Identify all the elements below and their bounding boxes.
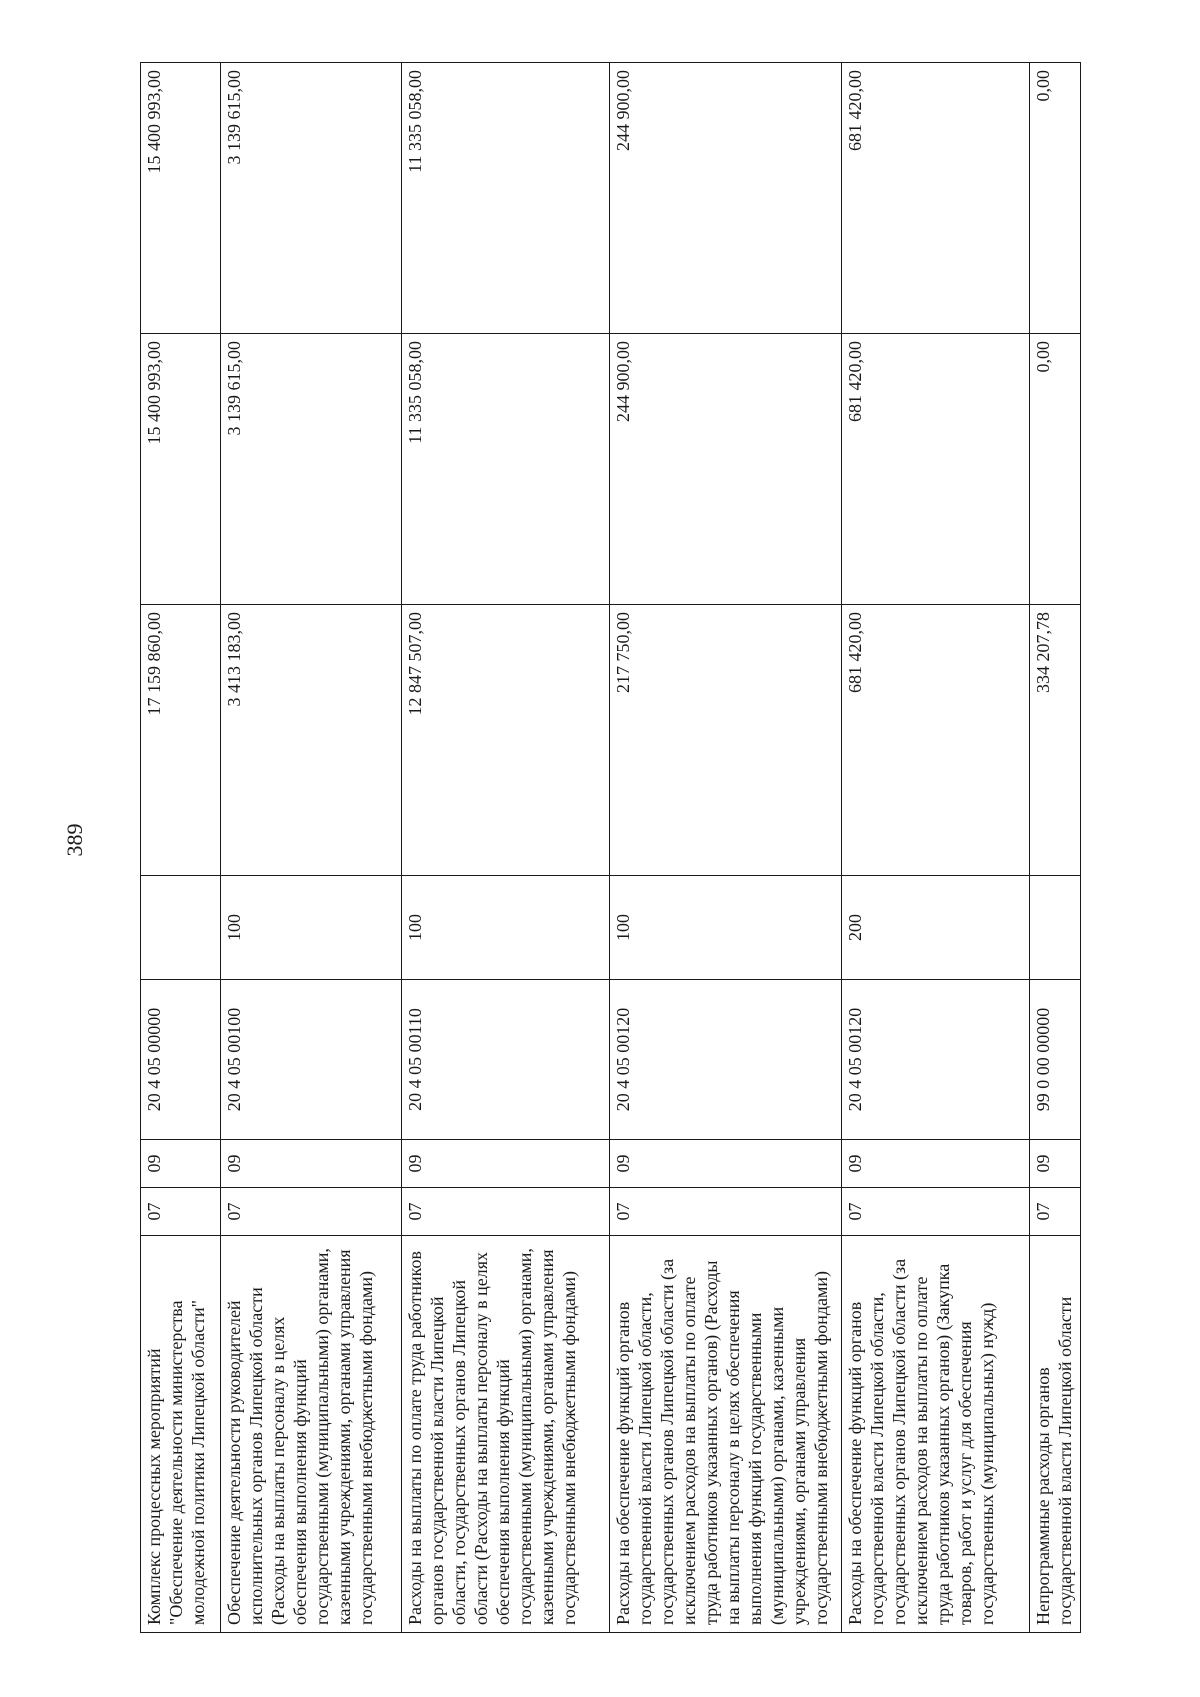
amount-1: 334 207,78	[1030, 605, 1081, 876]
table-row	[141, 63, 221, 1633]
section-code: 07	[402, 1188, 610, 1236]
amount-3: 0,00	[1030, 63, 1081, 334]
amount-2: 15 400 993,00	[141, 334, 221, 605]
amount-2: 0,00	[1030, 334, 1081, 605]
amount-3: 11 335 058,00	[402, 63, 610, 334]
section-code: 07	[842, 1188, 1030, 1236]
expense-type-code: 100	[610, 876, 842, 980]
amount-1: 12 847 507,00	[402, 605, 610, 876]
target-item-code: 20 4 05 00110	[402, 980, 610, 1140]
amount-1: 217 750,00	[610, 605, 842, 876]
amount-3: 244 900,00	[610, 63, 842, 334]
rotated-table-container	[140, 63, 1078, 1633]
amount-2: 681 420,00	[842, 334, 1030, 605]
target-item-code: 20 4 05 00100	[221, 980, 402, 1140]
amount-3: 15 400 993,00	[141, 63, 221, 334]
row-description: Расходы на обеспечение функций органов государственной власти Липецкой области, государственных органов Липецкой области (за исключением расходов на выплаты по оплате труда работников указанных органов) (Расходы на выплаты персоналу в целях обеспечения выполнения функций государственными (муниципальными) органами, казенными учреждениями, органами управления государственными внебюджетными фондами)	[610, 1236, 842, 1633]
amount-1: 3 413 183,00	[221, 605, 402, 876]
table-row	[402, 63, 610, 1633]
amount-1: 681 420,00	[842, 605, 1030, 876]
amount-1: 17 159 860,00	[141, 605, 221, 876]
expense-type-code: 100	[221, 876, 402, 980]
expense-type-code	[141, 876, 221, 980]
page-number: 389	[62, 823, 87, 857]
amount-2: 11 335 058,00	[402, 334, 610, 605]
target-item-code: 20 4 05 00000	[141, 980, 221, 1140]
expense-type-code	[1030, 876, 1081, 980]
table-row	[221, 63, 402, 1633]
amount-2: 244 900,00	[610, 334, 842, 605]
table-row	[1030, 63, 1081, 1633]
table-row	[842, 63, 1030, 1633]
amount-3: 3 139 615,00	[221, 63, 402, 334]
amount-2: 3 139 615,00	[221, 334, 402, 605]
section-code: 07	[221, 1188, 402, 1236]
row-description: Расходы на выплаты по оплате труда работников органов государственной власти Липецкой области, государственных органов Липецкой области (Расходы на выплаты персоналу в целях обеспечения выполнения функций государственными (муниципальными) органами, казенными учреждениями, органами управления государственными внебюджетными фондами)	[402, 1236, 610, 1633]
target-item-code: 20 4 05 00120	[842, 980, 1030, 1140]
section-code: 07	[141, 1188, 221, 1236]
subsection-code: 09	[141, 1140, 221, 1188]
target-item-code: 20 4 05 00120	[610, 980, 842, 1140]
row-description: Комплекс процессных мероприятий "Обеспечение деятельности министерства молодежной политики Липецкой области"	[141, 1236, 221, 1633]
subsection-code: 09	[1030, 1140, 1081, 1188]
expense-type-code: 200	[842, 876, 1030, 980]
row-description: Расходы на обеспечение функций органов государственной власти Липецкой области, государственных органов Липецкой области (за исключением расходов на выплаты по оплате труда работников указанных органов) (Закупка товаров, работ и услуг для обеспечения государственных (муниципальных) нужд)	[842, 1236, 1030, 1633]
subsection-code: 09	[402, 1140, 610, 1188]
subsection-code: 09	[842, 1140, 1030, 1188]
section-code: 07	[610, 1188, 842, 1236]
expense-type-code: 100	[402, 876, 610, 980]
section-code: 07	[1030, 1188, 1081, 1236]
amount-3: 681 420,00	[842, 63, 1030, 334]
row-description: Обеспечение деятельности руководителей исполнительных органов Липецкой области (Расходы на выплаты персоналу в целях обеспечения выполнения функций государственными (муниципальными) органами, казенными учреждениями, органами управления государственными внебюджетными фондами)	[221, 1236, 402, 1633]
budget-table	[140, 62, 1081, 1633]
target-item-code: 99 0 00 00000	[1030, 980, 1081, 1140]
row-description: Непрограммные расходы органов государственной власти Липецкой области	[1030, 1236, 1081, 1633]
table-row	[610, 63, 842, 1633]
subsection-code: 09	[221, 1140, 402, 1188]
subsection-code: 09	[610, 1140, 842, 1188]
